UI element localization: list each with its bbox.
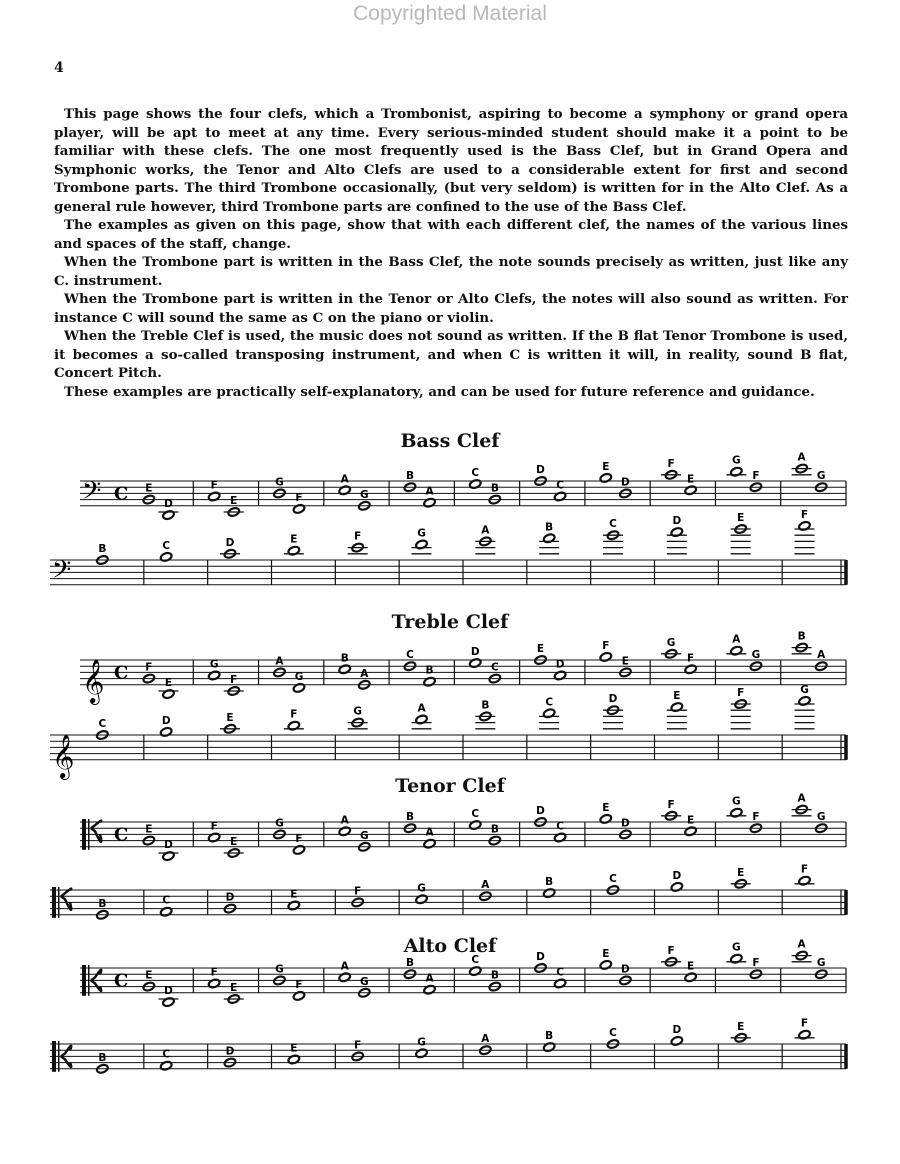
whole-note — [338, 826, 351, 837]
note-label: C — [609, 1027, 617, 1039]
note-label: E — [164, 677, 173, 690]
whole-note — [599, 473, 612, 484]
note-label: D — [536, 805, 545, 817]
note-label: C — [609, 873, 617, 885]
note-label: B — [481, 699, 490, 712]
note-label: E — [737, 512, 745, 524]
bass-clef-symbol: 𝄢 — [82, 476, 102, 512]
note-label: A — [275, 655, 284, 668]
note-label: A — [417, 702, 426, 715]
note-label: F — [667, 944, 675, 957]
note-label: E — [226, 711, 234, 724]
note-label: A — [425, 826, 434, 839]
note-label: B — [405, 811, 414, 824]
treble-clef-title: Treble Clef — [391, 611, 509, 633]
whole-note — [208, 832, 221, 843]
note-label: G — [816, 957, 826, 970]
whole-note — [423, 838, 436, 849]
tenor-clef-bar-thin — [58, 887, 60, 918]
note-label: G — [751, 649, 761, 662]
note-label: F — [290, 708, 298, 721]
note-label: F — [667, 457, 675, 470]
note-label: A — [481, 524, 490, 537]
note-label: B — [98, 897, 107, 910]
note-label: F — [800, 1017, 809, 1030]
page-number: 4 — [54, 60, 64, 76]
intro-paragraph: The examples as given on this page, show that with each different clef, the names of the various lines and spaces of the staff, change. — [54, 217, 848, 252]
note-label: C — [162, 894, 171, 907]
whole-note — [554, 670, 567, 681]
tenor-clef-bar — [82, 819, 86, 850]
intro-paragraph: When the Trombone part is written in the Tenor or Alto Clefs, the notes will also sound as written. For instance C will sound the same as C on the piano or violin. — [54, 291, 848, 326]
common-time-symbol: C — [114, 824, 129, 846]
common-time-symbol: C — [114, 483, 129, 505]
note-label: D — [672, 515, 682, 528]
whole-note — [287, 1054, 300, 1065]
note-label: A — [340, 814, 349, 827]
whole-note — [554, 832, 567, 843]
whole-note — [684, 664, 697, 675]
note-label: D — [225, 536, 235, 549]
treble-clef-symbol: 𝄞 — [52, 733, 75, 778]
whole-note — [208, 670, 221, 681]
whole-note — [670, 1036, 683, 1047]
note-label: G — [816, 811, 826, 824]
note-label: F — [295, 978, 303, 991]
note-label: G — [417, 882, 426, 895]
note-label: B — [545, 1030, 554, 1043]
whole-note — [543, 1042, 556, 1053]
note-label: E — [145, 482, 153, 495]
note-label: E — [290, 1042, 298, 1055]
note-label: C — [609, 518, 617, 531]
note-label: E — [687, 814, 695, 827]
alto-clef-bar — [82, 965, 86, 996]
note-label: G — [359, 488, 369, 501]
note-label: B — [405, 957, 414, 970]
note-label: C — [471, 954, 480, 967]
note-label: B — [490, 482, 499, 495]
note-label: F — [145, 661, 153, 674]
note-label: F — [667, 798, 675, 811]
note-label: G — [800, 683, 809, 696]
bass-clef-symbol: 𝄢 — [52, 555, 72, 591]
note-label: D — [672, 869, 682, 882]
note-label: E — [602, 801, 610, 814]
note-label: G — [417, 1036, 426, 1049]
whole-note — [160, 906, 173, 917]
whole-note — [160, 552, 173, 563]
whole-note — [293, 845, 306, 856]
note-label: D — [555, 658, 565, 671]
tenor-clef-title: Tenor Clef — [395, 775, 505, 797]
note-label: E — [230, 495, 238, 507]
whole-note — [338, 485, 351, 496]
note-label: D — [164, 498, 173, 511]
note-label: D — [164, 839, 173, 852]
whole-note — [670, 882, 683, 893]
whole-note — [208, 978, 221, 989]
note-label: E — [673, 690, 681, 703]
whole-note — [599, 960, 612, 971]
note-label: F — [752, 470, 760, 483]
whole-note — [554, 491, 567, 502]
note-label: B — [405, 470, 414, 483]
note-label: A — [797, 792, 806, 805]
note-label: A — [481, 1033, 490, 1046]
note-label: F — [210, 966, 218, 979]
note-label: F — [800, 508, 809, 521]
whole-note — [543, 888, 556, 899]
note-label: C — [545, 696, 554, 709]
note-label: A — [817, 649, 826, 662]
note-label: G — [816, 470, 826, 483]
note-label: D — [608, 693, 618, 706]
whole-note — [160, 1060, 173, 1071]
note-label: G — [666, 636, 676, 649]
note-label: E — [230, 982, 238, 994]
note-label: G — [275, 817, 284, 830]
note-label: C — [98, 718, 107, 730]
note-label: C — [471, 808, 480, 821]
intro-paragraph: These examples are practically self-explanatory, and can be used for future reference and guidance. — [64, 383, 815, 400]
note-label: G — [275, 476, 284, 489]
whole-note — [599, 814, 612, 825]
whole-note — [469, 966, 482, 977]
tenor-clef-curve — [91, 821, 101, 842]
note-label: D — [536, 951, 545, 963]
note-label: F — [210, 820, 218, 833]
whole-note — [423, 676, 436, 687]
note-label: D — [470, 646, 480, 659]
note-label: B — [490, 969, 499, 982]
whole-note — [415, 1048, 428, 1059]
note-label: C — [556, 966, 564, 979]
note-label: G — [209, 658, 219, 671]
whole-note — [469, 820, 482, 831]
whole-note — [338, 664, 351, 675]
note-label: F — [354, 885, 362, 898]
note-label: D — [225, 1045, 235, 1058]
note-label: E — [602, 460, 610, 473]
note-label: F — [800, 863, 809, 876]
whole-note — [293, 991, 306, 1002]
note-label: F — [602, 639, 610, 652]
tenor-clef-bar — [52, 887, 56, 918]
whole-note — [287, 900, 300, 911]
note-label: B — [98, 543, 107, 555]
note-label: E — [687, 473, 695, 486]
note-label: G — [275, 963, 284, 976]
note-label: B — [797, 630, 806, 643]
whole-note — [423, 984, 436, 995]
note-label: D — [536, 464, 545, 476]
whole-note — [293, 504, 306, 515]
note-label: C — [471, 467, 480, 480]
note-label: A — [797, 451, 806, 464]
note-label: C — [490, 661, 499, 674]
note-label: D — [672, 1023, 682, 1036]
note-label: G — [417, 527, 426, 540]
note-label: A — [340, 473, 349, 486]
note-label: A — [732, 633, 741, 646]
note-label: E — [145, 969, 153, 982]
alto-clef-bar-thin — [58, 1041, 60, 1072]
note-label: B — [98, 1051, 107, 1064]
note-label: G — [359, 975, 369, 988]
whole-note — [338, 972, 351, 983]
note-label: C — [406, 649, 414, 662]
note-label: D — [621, 476, 630, 489]
alto-clef-bar — [52, 1041, 56, 1072]
tenor-clef-bar-thin — [88, 819, 90, 850]
note-label: C — [162, 539, 171, 552]
note-label: E — [621, 655, 629, 668]
note-label: G — [732, 454, 741, 467]
note-label: F — [354, 1039, 362, 1052]
note-label: D — [161, 714, 171, 727]
note-label: F — [295, 832, 303, 845]
note-label: E — [737, 1020, 745, 1033]
note-label: F — [230, 674, 238, 686]
note-label: F — [687, 652, 695, 665]
note-label: G — [732, 941, 741, 954]
note-label: D — [225, 891, 235, 904]
note-label: F — [210, 479, 218, 492]
note-label: D — [621, 817, 630, 830]
note-label: E — [536, 643, 545, 655]
note-label: E — [290, 533, 298, 546]
note-label: C — [556, 479, 564, 492]
whole-note — [415, 894, 428, 905]
whole-note — [684, 972, 697, 983]
note-label: B — [425, 664, 434, 677]
note-label: G — [359, 829, 369, 842]
note-label: A — [797, 938, 806, 951]
whole-note — [684, 485, 697, 496]
note-label: A — [340, 960, 349, 973]
note-label: E — [602, 947, 610, 960]
alto-clef-bar-thin — [88, 965, 90, 996]
intro-paragraph: When the Trombone part is written in the Bass Clef, the note sounds precisely as written, just like any C. instrument. — [54, 254, 848, 289]
common-time-symbol: C — [114, 970, 129, 992]
note-label: B — [545, 521, 554, 534]
treble-clef-symbol: 𝄞 — [82, 658, 105, 703]
note-label: C — [162, 1048, 171, 1061]
note-label: G — [732, 795, 741, 808]
tenor-clef-curve — [61, 889, 71, 910]
note-label: B — [490, 823, 499, 836]
note-label: F — [752, 957, 760, 970]
note-label: F — [354, 530, 362, 543]
note-label: F — [295, 491, 303, 504]
whole-note — [293, 683, 306, 694]
whole-note — [469, 479, 482, 490]
whole-note — [599, 652, 612, 663]
whole-note — [684, 826, 697, 837]
note-label: A — [425, 972, 434, 985]
intro-paragraph: This page shows the four clefs, which a Trombonist, aspiring to become a symphony or grand opera player, will be apt to meet at any time. Every serious-minded student should make it a point to be familiar with these clefs. The one most frequently used is the Bass Clef, but in Grand Opera and Symphonic works, the Tenor and Alto Clefs are used to a considerable extent for first and second Trombone parts. The third Trombone occasionally, (but very seldom) is written for in the Alto Clef. As a general rule however, third Trombone parts are confined to the use of the Bass Clef. — [54, 106, 848, 215]
whole-note — [160, 727, 173, 738]
whole-note — [208, 491, 221, 502]
note-label: B — [340, 652, 349, 665]
note-label: A — [360, 667, 369, 680]
whole-note — [423, 497, 436, 508]
bass-clef-title: Bass Clef — [400, 430, 500, 452]
note-label: F — [737, 687, 745, 699]
watermark-copyright: Copyrighted Material — [353, 2, 547, 25]
note-label: D — [621, 963, 630, 976]
whole-note — [554, 978, 567, 989]
alto-clef-title: Alto Clef — [403, 935, 497, 957]
note-label: A — [425, 485, 434, 498]
note-label: G — [294, 670, 304, 683]
note-label: B — [545, 876, 554, 889]
common-time-symbol: C — [114, 662, 129, 684]
note-label: A — [481, 879, 490, 892]
note-label: E — [290, 888, 298, 901]
note-label: E — [145, 823, 153, 836]
note-label: C — [556, 820, 564, 833]
note-label: G — [353, 705, 362, 718]
note-label: D — [164, 985, 173, 998]
whole-note — [469, 658, 482, 669]
note-label: E — [687, 960, 695, 973]
note-label: E — [737, 866, 745, 879]
note-label: E — [230, 836, 238, 848]
note-label: F — [752, 811, 760, 824]
intro-paragraph: When the Treble Clef is used, the music does not sound as written. If the B flat Tenor Trombone is used, it becomes a so-called transposing instrument, and when C is written it will, in reality, sound B flat, Concert Pitch. — [54, 328, 848, 381]
